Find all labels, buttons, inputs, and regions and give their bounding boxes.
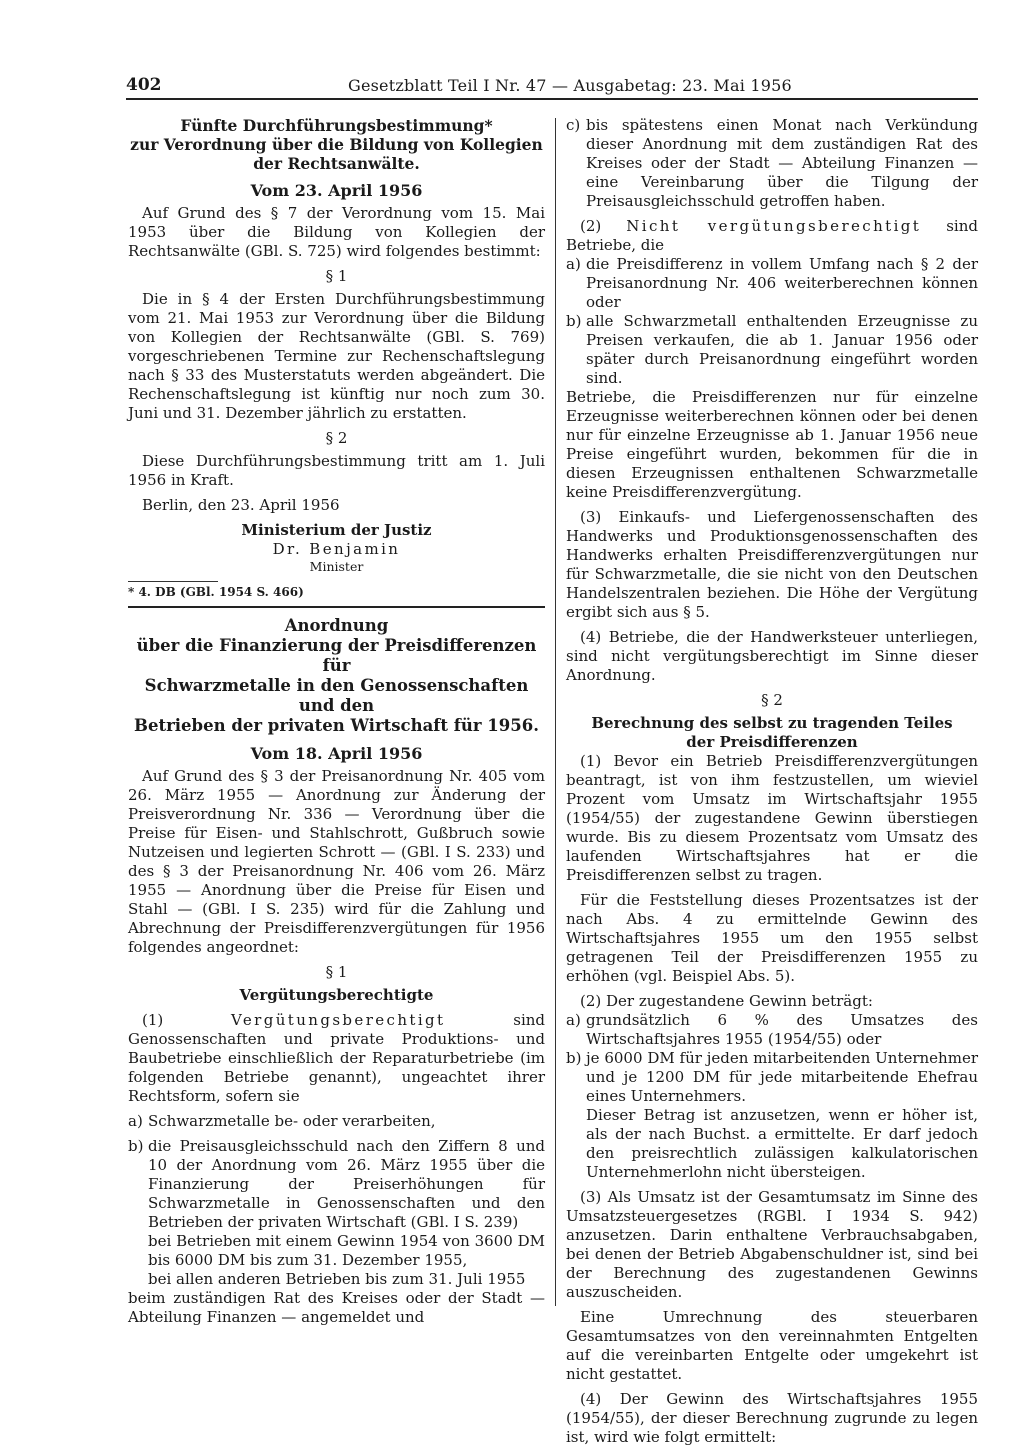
doc2-closing: beim zuständigen Rat des Kreises oder der Stadt — Abteilung Finanzen — angemeldet und <box>128 1289 545 1326</box>
doc2-title-line: über die Finanzierung der Preisdifferenzen für <box>136 636 537 675</box>
para-prefix: (2) <box>580 217 627 235</box>
doc1-title <box>128 116 545 173</box>
doc1-place-date: Berlin, den 23. April 1956 <box>142 496 340 514</box>
list-label: a) <box>566 1011 581 1029</box>
list-text: grundsätzlich 6 % des Umsatzes des Wirtschaftsjahres 1955 (1954/55) oder <box>586 1011 978 1048</box>
section-2-heading-line: der Preisdifferenzen <box>686 733 858 751</box>
list-text: bis spätestens einen Monat nach Verkündung dieser Anordnung mit dem zuständigen Rat des Kreises oder der Stadt — Abteilung Finanzen — eine Vereinbarung über die Tilgung der Preisausgleichsschuld getroffen haben. <box>586 116 978 210</box>
spaced-term: Vergütungsberechtigt <box>231 1011 446 1029</box>
section-2-paragraph-3: (3) Als Umsatz ist der Gesamtumsatz im Sinne des Umsatzsteuergesetzes (RGBl. I 1934 S. 942) anzusetzen. Darin enthaltene Verbrauchsabgaben, bei denen der Betrieb Abgabenschuldner ist, sind bei der Berechnung des zugestandenen Gewinns auszuscheiden. <box>566 1188 978 1301</box>
section-2-paragraph-2: (2) Der zugestandene Gewinn beträgt: <box>580 992 873 1010</box>
paragraph-2-follow: Betriebe, die Preisdifferenzen nur für einzelne Erzeugnisse weiterberechnen können oder bei denen nur für einzelne Erzeugnisse ab 1. Januar 1956 neue Preise eingeführt wurden, bekommen für die in diesen Erzeugnissen enthaltenen Schwarzmetalle keine Preisdifferenzvergütung. <box>566 388 978 501</box>
list-text: je 6000 DM für jeden mitarbeitenden Unternehmer und je 1200 DM für jede mitarbeitende Ehefrau eines Unternehmers. <box>586 1049 978 1105</box>
doc2-date: Vom 18. April 1956 <box>250 744 423 763</box>
doc1-ministry: Ministerium der Justiz <box>241 521 432 539</box>
section-2-label: § 2 <box>761 691 783 709</box>
section-2-heading <box>566 714 978 752</box>
paragraph-2 <box>566 217 978 255</box>
header-rule <box>126 98 978 100</box>
document-separator <box>128 606 545 608</box>
list-label: c) <box>566 116 581 134</box>
list-item <box>128 1112 545 1131</box>
left-column <box>128 116 545 1327</box>
list-item <box>566 1049 978 1106</box>
doc1-section-2-text: Diese Durchführungsbestimmung tritt am 1. Juli 1956 in Kraft. <box>128 452 545 489</box>
list-subitem: bei Betrieben mit einem Gewinn 1954 von 3600 DM bis 6000 DM bis zum 31. Dezember 1955, <box>148 1232 545 1269</box>
para-rest: sind Genossenschaften und private Produktions- und Baubetriebe einschließlich der Reparaturbetriebe (im folgenden Betriebe genannt), ungeachtet ihrer Rechtsform, sofern sie <box>128 1011 546 1105</box>
list-label: a) <box>128 1112 143 1130</box>
section-2-heading-line: Berechnung des selbst zu tragenden Teiles <box>591 714 953 732</box>
para-prefix: (1) <box>142 1011 232 1029</box>
doc2-intro: Auf Grund des § 3 der Preisanordnung Nr. 405 vom 26. März 1955 — Anordnung zur Änderung der Preisverordnung Nr. 336 — Verordnung über die Preise für Eisen- und Stahlschrott, Gußbruch sowie Nutzeisen und legierten Schrott — (GBl. I S. 233) und des § 3 der Preisanordnung Nr. 406 vom 26. März 1955 — Anordnung über die Preise für Eisen und Stahl — (GBl. I S. 235) wird für die Zahlung und Abrechnung der Preisdifferenzvergütungen für 1956 folgendes angeordnet: <box>128 767 545 956</box>
paragraph-4: (4) Betriebe, die der Handwerksteuer unterliegen, sind nicht vergütungsberechtigt im Sinne dieser Anordnung. <box>566 628 978 684</box>
section-2-paragraph-3b: Eine Umrechnung des steuerbaren Gesamtumsatzes von den vereinnahmten Entgelten auf die vereinbarten Entgelte oder umgekehrt ist nicht gestattet. <box>566 1308 978 1383</box>
right-column <box>566 116 978 1447</box>
list-item <box>566 312 978 388</box>
doc2-title-line: Schwarzmetalle in den Genossenschaften und den <box>144 676 529 715</box>
list-item <box>566 116 978 211</box>
doc1-intro: Auf Grund des § 7 der Verordnung vom 15. Mai 1953 über die Bildung von Kollegien der Rechtsanwälte (GBl. S. 725) wird folgendes bestimmt: <box>128 204 545 260</box>
list-label: b) <box>128 1137 144 1155</box>
list-text: die Preisausgleichsschuld nach den Ziffern 8 und 10 der Anordnung vom 26. März 1955 über die Finanzierung der Preiserhöhungen für Schwarzmetalle in Genossenschaften und den Betrieben der privaten Wirtschaft (GBl. I S. 239) <box>148 1137 545 1231</box>
column-divider <box>555 118 556 1306</box>
para-rest: sind Betriebe, die <box>566 217 978 254</box>
section-2-paragraph-4: (4) Der Gewinn des Wirtschaftsjahres 1955 (1954/55), der dieser Berechnung zugrunde zu legen ist, wird wie folgt ermittelt: <box>566 1390 978 1446</box>
list-subitem: Dieser Betrag ist anzusetzen, wenn er höher ist, als der nach Buchst. a ermittelte. Er darf jedoch den preisrechtlich zulässigen kalkulatorischen Unternehmerlohn nicht übersteigen. <box>586 1106 978 1181</box>
doc2-paragraph-1 <box>128 1011 545 1106</box>
list-label: b) <box>566 1049 582 1067</box>
doc1-section-1-text: Die in § 4 der Ersten Durchführungsbestimmung vom 21. Mai 1953 zur Verordnung über die Bildung von Kollegien der Rechtsanwälte (GBl. S. 769) vorgeschriebenen Termine zur Rechenschaftslegung nach § 33 des Musterstatuts werden abgeändert. Die Rechenschaftslegung ist künftig nur noch zum 30. Juni und 31. Dezember jährlich zu erstatten. <box>128 290 545 422</box>
list-text: Schwarzmetalle be- oder verarbeiten, <box>148 1112 436 1130</box>
spaced-term: Nicht vergütungsberechtigt <box>626 217 922 235</box>
doc1-signer-title: Minister <box>309 559 364 574</box>
section-2-paragraph-1b: Für die Feststellung dieses Prozentsatzes ist der nach Abs. 4 zu ermittelnde Gewinn des Wirtschaftsjahres 1955 um den 1955 selbst getragenen Teil der Preisdifferenzen 1955 zu erhöhen (vgl. Beispiel Abs. 5). <box>566 891 978 985</box>
doc1-section-2-label: § 2 <box>325 429 348 447</box>
page-header <box>126 76 976 100</box>
doc1-title-line: Fünfte Durchführungsbestimmung* <box>180 116 493 135</box>
list-item <box>566 1011 978 1049</box>
doc1-signer: Dr. Benjamin <box>272 540 401 558</box>
section-2-paragraph-1: (1) Bevor ein Betrieb Preisdifferenzvergütungen beantragt, ist von ihm festzustellen, um wieviel Prozent vom Umsatz im Wirtschaftsjahr 1955 (1954/55) der zugestandene Gewinn überstiegen wurde. Bis zu diesem Prozentsatz vom Umsatz des laufenden Wirtschaftsjahres hat er die Preisdifferenzen selbst zu tragen. <box>566 752 978 884</box>
doc1-title-line: der Rechtsanwälte. <box>253 154 420 173</box>
doc1-footnote: * 4. DB (GBl. 1954 S. 466) <box>128 585 304 599</box>
doc2-title-line: Anordnung <box>284 616 389 635</box>
footnote-rule <box>128 581 218 582</box>
doc1-date: Vom 23. April 1956 <box>250 181 423 200</box>
doc2-title-line: Betrieben der privaten Wirtschaft für 1956. <box>134 716 539 735</box>
page-number: 402 <box>126 75 162 95</box>
list-label: a) <box>566 255 581 273</box>
doc1-title-line: zur Verordnung über die Bildung von Kollegien <box>130 135 543 154</box>
doc1-section-1-label: § 1 <box>325 267 348 285</box>
list-label: b) <box>566 312 582 330</box>
doc2-title <box>128 616 545 736</box>
list-subitem: bei allen anderen Betrieben bis zum 31. Juli 1955 <box>148 1270 526 1288</box>
list-item <box>566 255 978 312</box>
list-item <box>128 1137 545 1232</box>
list-text: die Preisdifferenz in vollem Umfang nach § 2 der Preisanordnung Nr. 406 weiterberechnen können oder <box>586 255 978 311</box>
doc2-section-1-heading: Vergütungsberechtigte <box>239 986 434 1004</box>
paragraph-3: (3) Einkaufs- und Liefergenossenschaften des Handwerks und Produktionsgenossenschaften des Handwerks erhalten Preisdifferenzvergütungen nur für Schwarzmetalle, die sie nicht von den Deutschen Handelszentralen beziehen. Die Höhe der Vergütung ergibt sich aus § 5. <box>566 508 978 621</box>
list-text: alle Schwarzmetall enthaltenden Erzeugnisse zu Preisen verkaufen, die ab 1. Januar 1956 oder später durch Preisanordnung eingeführt worden sind. <box>586 312 978 387</box>
running-title: Gesetzblatt Teil I Nr. 47 — Ausgabetag: 23. Mai 1956 <box>348 76 792 95</box>
doc2-section-1-label: § 1 <box>325 963 348 981</box>
